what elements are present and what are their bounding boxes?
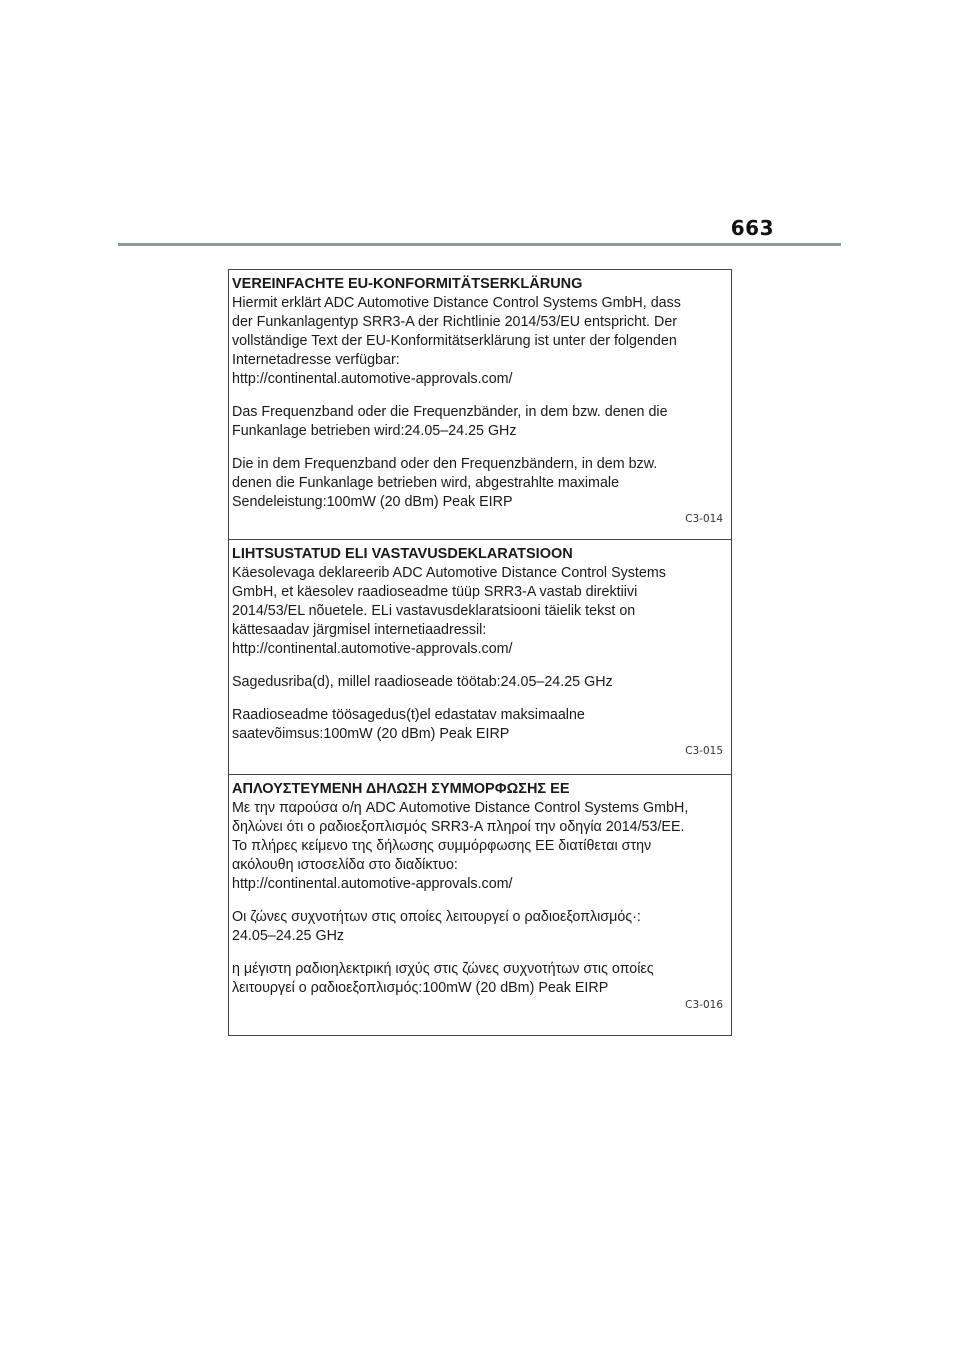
- paragraph: [232, 403, 723, 441]
- text-line: Das Frequenzband oder die Frequenzbänder, in dem bzw. denen die: [232, 404, 668, 420]
- paragraph: [232, 799, 723, 894]
- text-line: Με την παρούσα ο/η ADC Automotive Distance Control Systems GmbH,: [232, 800, 689, 816]
- text-line: vollständige Text der EU-Konformitätserklärung ist unter der folgenden: [232, 333, 677, 349]
- text-line: δηλώνει ότι ο ραδιοεξοπλισμός SRR3-A πληροί την οδηγία 2014/53/ΕΕ.: [232, 819, 685, 835]
- text-line: Hiermit erklärt ADC Automotive Distance Control Systems GmbH, dass: [232, 295, 681, 311]
- text-line: saatevõimsus:100mW (20 dBm) Peak EIRP: [232, 726, 510, 742]
- paragraph: [232, 564, 723, 659]
- section-title: VEREINFACHTE EU-KONFORMITÄTSERKLÄRUNG: [232, 276, 583, 292]
- section-code: C3-016: [685, 999, 723, 1011]
- page-number: 663: [730, 216, 774, 240]
- text-line: ακόλουθη ιστοσελίδα στο διαδίκτυο:: [232, 857, 458, 873]
- paragraph: [232, 294, 723, 389]
- declaration-section-de: [229, 270, 731, 539]
- paragraph: [232, 706, 723, 744]
- text-line: Internetadresse verfügbar:: [232, 352, 400, 368]
- text-line: Sendeleistung:100mW (20 dBm) Peak EIRP: [232, 494, 513, 510]
- paragraph: [232, 960, 723, 998]
- text-line: GmbH, et käesolev raadioseadme tüüp SRR3-A vastab direktiivi: [232, 584, 638, 600]
- url-text: http://continental.automotive-approvals.com/: [232, 641, 513, 657]
- header-rule: [118, 243, 841, 246]
- text-line: Raadioseadme töösagedus(t)el edastatav maksimaalne: [232, 707, 585, 723]
- paragraph: [232, 673, 723, 692]
- text-line: 24.05–24.25 GHz: [232, 928, 345, 944]
- text-line: Το πλήρες κείμενο της δήλωσης συμμόρφωσης ΕΕ διατίθεται στην: [232, 838, 652, 854]
- text-line: Die in dem Frequenzband oder den Frequenzbändern, in dem bzw.: [232, 456, 658, 472]
- section-title: ΑΠΛΟΥΣΤΕΥΜΕΝΗ ΔΗΛΩΣΗ ΣΥΜΜΟΡΦΩΣΗΣ ΕΕ: [232, 781, 570, 797]
- declaration-section-el: [229, 774, 731, 1035]
- text-line: denen die Funkanlage betrieben wird, abgestrahlte maximale: [232, 475, 620, 491]
- paragraph: [232, 455, 723, 512]
- text-line: der Funkanlagentyp SRR3-A der Richtlinie 2014/53/EU entspricht. Der: [232, 314, 678, 330]
- text-line: Sagedusriba(d), millel raadioseade töötab:24.05–24.25 GHz: [232, 674, 613, 690]
- text-line: Käesolevaga deklareerib ADC Automotive Distance Control Systems: [232, 565, 666, 581]
- url-text: http://continental.automotive-approvals.com/: [232, 876, 513, 892]
- text-line: η μέγιστη ραδιοηλεκτρική ισχύς στις ζώνες συχνοτήτων στις οποίες: [232, 961, 654, 977]
- text-line: λειτουργεί ο ραδιοεξοπλισμός:100mW (20 dBm) Peak EIRP: [232, 980, 609, 996]
- text-line: kättesaadav järgmisel internetiaadressil:: [232, 622, 487, 638]
- text-line: Οι ζώνες συχνοτήτων στις οποίες λειτουργεί ο ραδιοεξοπλισμός·:: [232, 909, 641, 925]
- section-code: C3-015: [685, 745, 723, 757]
- declaration-section-et: [229, 539, 731, 774]
- section-code: C3-014: [685, 513, 723, 525]
- text-line: Funkanlage betrieben wird:24.05–24.25 GHz: [232, 423, 517, 439]
- url-text: http://continental.automotive-approvals.com/: [232, 371, 513, 387]
- paragraph: [232, 908, 723, 946]
- text-line: 2014/53/EL nõuetele. ELi vastavusdeklaratsiooni täielik tekst on: [232, 603, 636, 619]
- section-title: LIHTSUSTATUD ELI VASTAVUSDEKLARATSIOON: [232, 546, 573, 562]
- declaration-box: [228, 269, 732, 1036]
